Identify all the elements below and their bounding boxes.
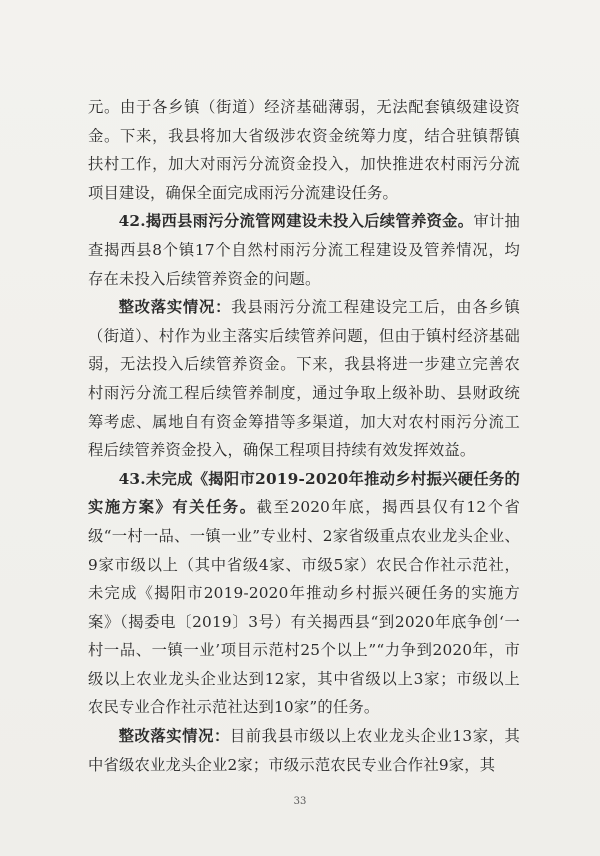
rectification-heading: 整改落实情况：: [118, 727, 230, 746]
rectification-heading: 整改落实情况：: [118, 298, 232, 317]
paragraph-item-42: [88, 207, 520, 293]
paragraph-rectification-42: [88, 293, 520, 465]
paragraph-text: 元。由于各乡镇（街道）经济基础薄弱，无法配套镇级建设资金。下来，我县将加大省级涉农资金统筹力度，结合驻镇帮镇扶村工作，加大对雨污分流资金投入，加快推进农村雨污分流项目建设，确保全面完成雨污分流建设任务。: [88, 98, 520, 202]
paragraph-text: 截至2020年底，揭西县仅有12个省级“一村一品、一镇一业”专业村、2家省级重点农业龙头企业、9家市级以上（其中省级4家、市级5家）农民合作社示范社，未完成《揭阳市2019-2020年推动乡村振兴硬任务的实施方案》（揭委电〔2019〕3号）有关揭西县“到2020年底争创‘一村一品、一镇一业’项目示范村25个以上”“力争到2020年，市级以上农业龙头企业达到12家，其中省级以上3家；市级以上农民专业合作社示范社达到10家”的任务。: [88, 498, 520, 717]
paragraph-text: 目前我县市级以上农业龙头企业13家，其中省级农业龙头企业2家；市级示范农民专业合作社9家，其: [88, 727, 520, 774]
paragraph-item-43: [88, 465, 520, 722]
page-number: 33: [293, 796, 307, 807]
item-heading: 42.揭西县雨污分流管网建设未投入后续管养资金。: [118, 212, 474, 231]
paragraph-text: 审计抽查揭西县8个镇17个自然村雨污分流工程建设及管养情况，均存在未投入后续管养资金的问题。: [88, 212, 520, 288]
paragraph-text: 我县雨污分流工程建设完工后，由各乡镇（街道）、村作为业主落实后续管养问题，但由于镇村经济基础弱，无法投入后续管养资金。下来，我县将进一步建立完善农村雨污分流工程后续管养制度，通过争取上级补助、县财政统筹考虑、属地自有资金筹措等多渠道，加大对农村雨污分流工程后续管养资金投入，确保工程项目持续有效发挥效益。: [88, 298, 520, 460]
item-heading: 43.未完成《揭阳市2019-2020年推动乡村振兴硬任务的实施方案》有关任务。: [88, 469, 520, 517]
paragraph-continued: [88, 93, 520, 207]
paragraph-rectification-43: [88, 722, 520, 779]
document-body: [88, 93, 520, 779]
